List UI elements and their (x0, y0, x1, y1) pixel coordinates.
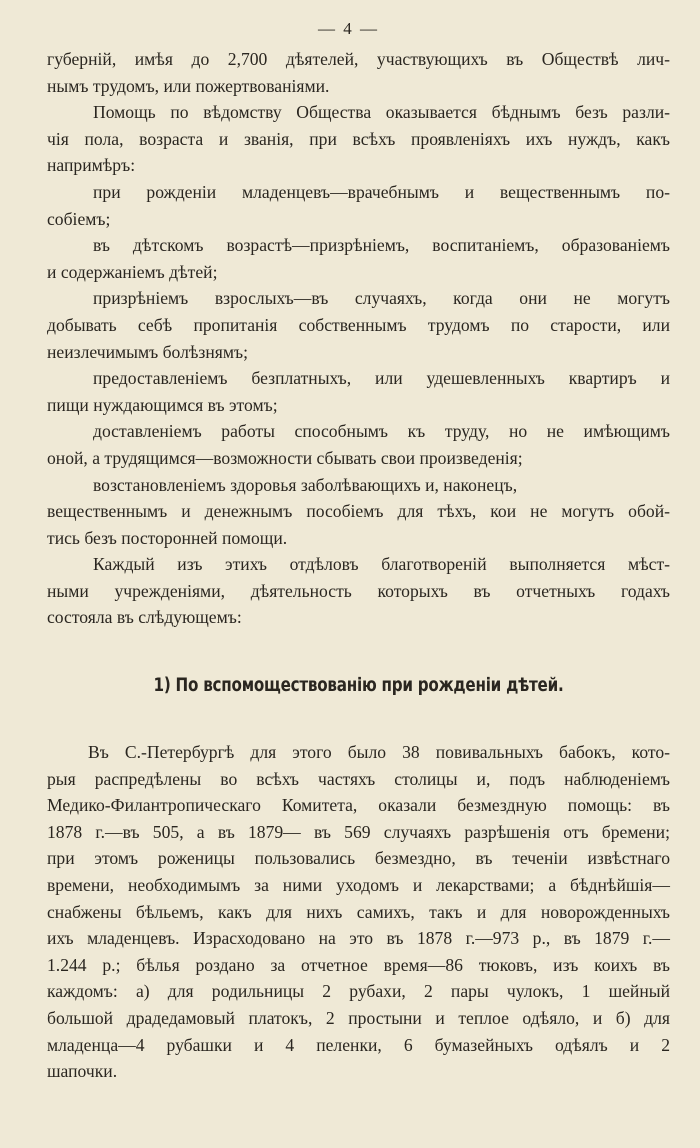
text-line: призрѣніемъ взрослыхъ—въ случаяхъ, когда они не могутъ (93, 288, 670, 309)
text-line: собіемъ; (47, 208, 111, 229)
text-line: младенца—4 рубашки и 4 пеленки, 6 бумазейныхъ одѣялъ и 2 (47, 1034, 670, 1055)
text-line: тись безъ посторонней помощи. (47, 527, 288, 548)
text-line: каждомъ: а) для родильницы 2 рубахи, 2 пары чулокъ, 1 шейный (47, 981, 670, 1002)
text-block-intro (47, 46, 670, 631)
text-line: 1878 г.—въ 505, а въ 1879— въ 569 случаяхъ разрѣшенія отъ бремени; (47, 821, 670, 842)
page-number: — 4 — (318, 19, 379, 38)
text-line: добывать себѣ пропитанія собственнымъ трудомъ по старости, или (47, 314, 670, 335)
text-line: пищи нуждающимся въ этомъ; (47, 394, 278, 415)
text-line: рыя распредѣлены во всѣхъ частяхъ столицы и, подъ наблюденіемъ (47, 768, 670, 789)
text-line: при рожденіи младенцевъ—врачебнымъ и вещественнымъ по- (93, 181, 670, 202)
text-block-section (47, 739, 670, 1085)
section-heading: 1) По вспомоществованію при рожденіи дѣтей. (153, 675, 564, 697)
text-line: состояла въ слѣдующемъ: (47, 607, 242, 628)
text-line: 1.244 р.; бѣлья роздано за отчетное время—86 тюковъ, изъ коихъ въ (47, 954, 670, 975)
text-line: Въ С.-Петербургѣ для этого было 38 повивальныхъ бабокъ, кото- (88, 742, 670, 763)
text-line: возстановленіемъ здоровья заболѣвающихъ и, наконецъ, (93, 474, 518, 495)
text-line: шапочки. (47, 1061, 118, 1082)
text-line: оной, а трудящимся—возможности сбывать свои произведенія; (47, 447, 523, 468)
text-line: предоставленіемъ безплатныхъ, или удешевленныхъ квартиръ и (93, 368, 670, 389)
text-line: въ дѣтскомъ возрастѣ—призрѣніемъ, воспитаніемъ, образованіемъ (93, 235, 670, 256)
text-line: нымъ трудомъ, или пожертвованіями. (47, 75, 330, 96)
text-line: при этомъ роженицы пользовались безмездно, въ теченіи извѣстнаго (47, 848, 670, 869)
text-line: времени, необходимымъ за ними уходомъ и лекарствами; а бѣднѣйшія— (47, 875, 670, 896)
text-line: Каждый изъ этихъ отдѣловъ благотвореній выполняется мѣст- (93, 554, 670, 575)
text-line: чія пола, возраста и званія, при всѣхъ проявленіяхъ ихъ нуждъ, какъ (47, 128, 670, 149)
text-line: ихъ младенцевъ. Израсходовано на это въ 1878 г.—973 р., въ 1879 г.— (47, 928, 670, 949)
text-line: неизлечимымъ болѣзнямъ; (47, 341, 249, 362)
text-line: снабжены бѣльемъ, какъ для нихъ самихъ, такъ и для новорожденныхъ (47, 901, 670, 922)
text-line: губерній, имѣя до 2,700 дѣятелей, участвующихъ въ Обществѣ лич- (47, 49, 670, 69)
text-line: большой драдедамовый платокъ, 2 простыни и теплое одѣяло, и б) для (47, 1008, 670, 1028)
text-line: доставленіемъ работы способнымъ къ труду, но не имѣющимъ (93, 421, 670, 442)
text-line: и содержаніемъ дѣтей; (47, 261, 218, 282)
text-line: вещественнымъ и денежнымъ пособіемъ для тѣхъ, кои не могутъ обой- (47, 501, 670, 522)
text-line: Помощь по вѣдомству Общества оказывается бѣднымъ безъ разли- (93, 102, 670, 123)
text-line: Медико-Филантропическаго Комитета, оказали безмездную помощь: въ (47, 795, 670, 816)
text-line: ными учрежденіями, дѣятельность которыхъ въ отчетныхъ годахъ (47, 580, 670, 601)
text-line: напримѣръ: (47, 155, 136, 176)
